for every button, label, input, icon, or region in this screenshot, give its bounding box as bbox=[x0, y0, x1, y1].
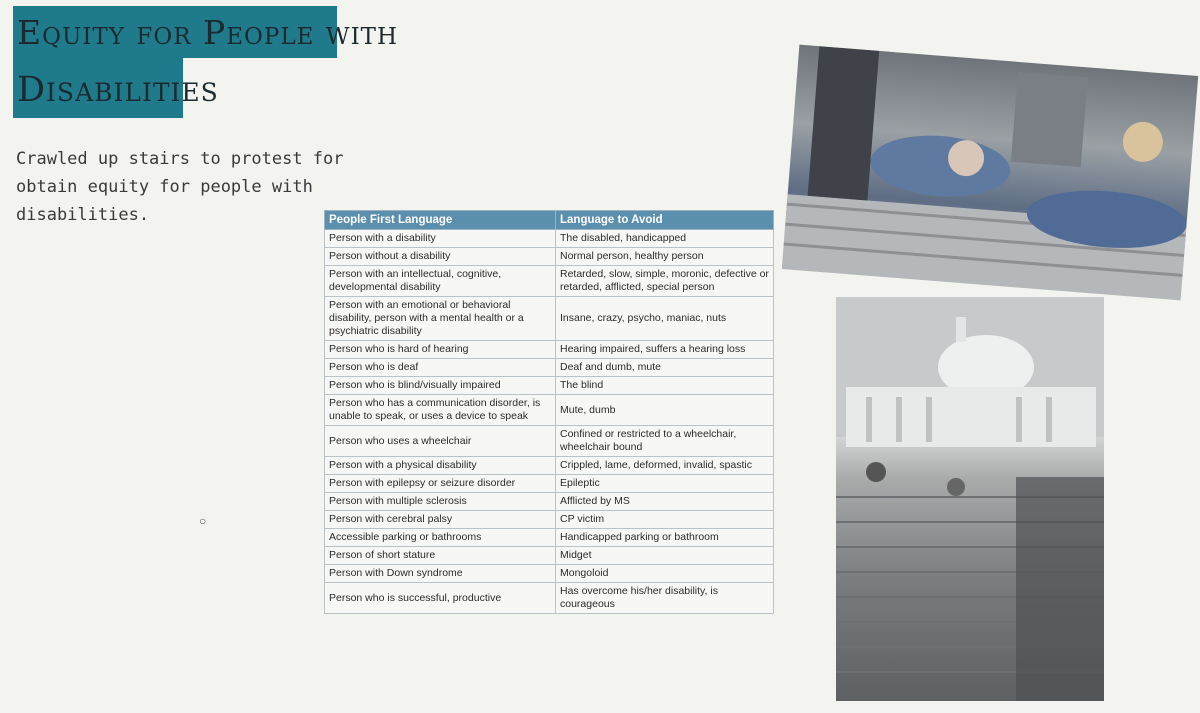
people-first-cell: Person with a disability bbox=[325, 230, 556, 248]
table-row bbox=[325, 583, 774, 614]
avoid-cell: Has overcome his/her disability, is courageous bbox=[556, 583, 774, 614]
avoid-cell: Mute, dumb bbox=[556, 395, 774, 426]
avoid-cell: Crippled, lame, deformed, invalid, spastic bbox=[556, 457, 774, 475]
table-row bbox=[325, 248, 774, 266]
people-first-cell: Person who is successful, productive bbox=[325, 583, 556, 614]
table-row bbox=[325, 511, 774, 529]
people-first-cell: Person with multiple sclerosis bbox=[325, 493, 556, 511]
people-first-cell: Person without a disability bbox=[325, 248, 556, 266]
header-avoid: Language to Avoid bbox=[556, 211, 774, 230]
table-row bbox=[325, 457, 774, 475]
people-first-cell: Person with an intellectual, cognitive, developmental disability bbox=[325, 266, 556, 297]
avoid-cell: Handicapped parking or bathroom bbox=[556, 529, 774, 547]
capitol-steps-photo bbox=[836, 297, 1104, 701]
language-table bbox=[324, 210, 774, 614]
table-row bbox=[325, 529, 774, 547]
table-row bbox=[325, 493, 774, 511]
avoid-cell: Deaf and dumb, mute bbox=[556, 359, 774, 377]
table-row bbox=[325, 475, 774, 493]
avoid-cell: The disabled, handicapped bbox=[556, 230, 774, 248]
page-title-line-2: Disabilities bbox=[13, 58, 183, 118]
avoid-cell: Normal person, healthy person bbox=[556, 248, 774, 266]
avoid-cell: The blind bbox=[556, 377, 774, 395]
table-row bbox=[325, 547, 774, 565]
avoid-cell: Confined or restricted to a wheelchair, wheelchair bound bbox=[556, 426, 774, 457]
page-title-line-1: Equity for People with bbox=[13, 6, 337, 58]
protest-crawl-illustration bbox=[782, 45, 1198, 301]
people-first-cell: Accessible parking or bathrooms bbox=[325, 529, 556, 547]
table-row bbox=[325, 377, 774, 395]
people-first-cell: Person who is hard of hearing bbox=[325, 341, 556, 359]
people-first-cell: Person of short stature bbox=[325, 547, 556, 565]
people-first-cell: Person with cerebral palsy bbox=[325, 511, 556, 529]
table-row bbox=[325, 230, 774, 248]
people-first-cell: Person who is deaf bbox=[325, 359, 556, 377]
table-header-row bbox=[325, 211, 774, 230]
capitol-steps-illustration bbox=[836, 297, 1104, 701]
avoid-cell: Mongoloid bbox=[556, 565, 774, 583]
people-first-cell: Person who has a communication disorder, is unable to speak, or uses a device to speak bbox=[325, 395, 556, 426]
avoid-cell: Epileptic bbox=[556, 475, 774, 493]
table-row bbox=[325, 395, 774, 426]
avoid-cell: CP victim bbox=[556, 511, 774, 529]
header-people-first: People First Language bbox=[325, 211, 556, 230]
people-first-cell: Person who is blind/visually impaired bbox=[325, 377, 556, 395]
table-row bbox=[325, 426, 774, 457]
table-row bbox=[325, 565, 774, 583]
table-row bbox=[325, 341, 774, 359]
avoid-cell: Retarded, slow, simple, moronic, defective or retarded, afflicted, special person bbox=[556, 266, 774, 297]
people-first-cell: Person with epilepsy or seizure disorder bbox=[325, 475, 556, 493]
avoid-cell: Insane, crazy, psycho, maniac, nuts bbox=[556, 297, 774, 341]
people-first-cell: Person with Down syndrome bbox=[325, 565, 556, 583]
avoid-cell: Afflicted by MS bbox=[556, 493, 774, 511]
avoid-cell: Hearing impaired, suffers a hearing loss bbox=[556, 341, 774, 359]
table-row bbox=[325, 266, 774, 297]
protest-crawl-photo bbox=[782, 45, 1198, 301]
table-row bbox=[325, 359, 774, 377]
table-row bbox=[325, 297, 774, 341]
people-first-cell: Person with a physical disability bbox=[325, 457, 556, 475]
people-first-cell: Person who uses a wheelchair bbox=[325, 426, 556, 457]
stray-mark-icon: ○ bbox=[199, 514, 207, 528]
people-first-cell: Person with an emotional or behavioral disability, person with a mental health or a psychiatric disability bbox=[325, 297, 556, 341]
caption-text: Crawled up stairs to protest for obtain equity for people with disabilities. bbox=[16, 149, 344, 225]
avoid-cell: Midget bbox=[556, 547, 774, 565]
